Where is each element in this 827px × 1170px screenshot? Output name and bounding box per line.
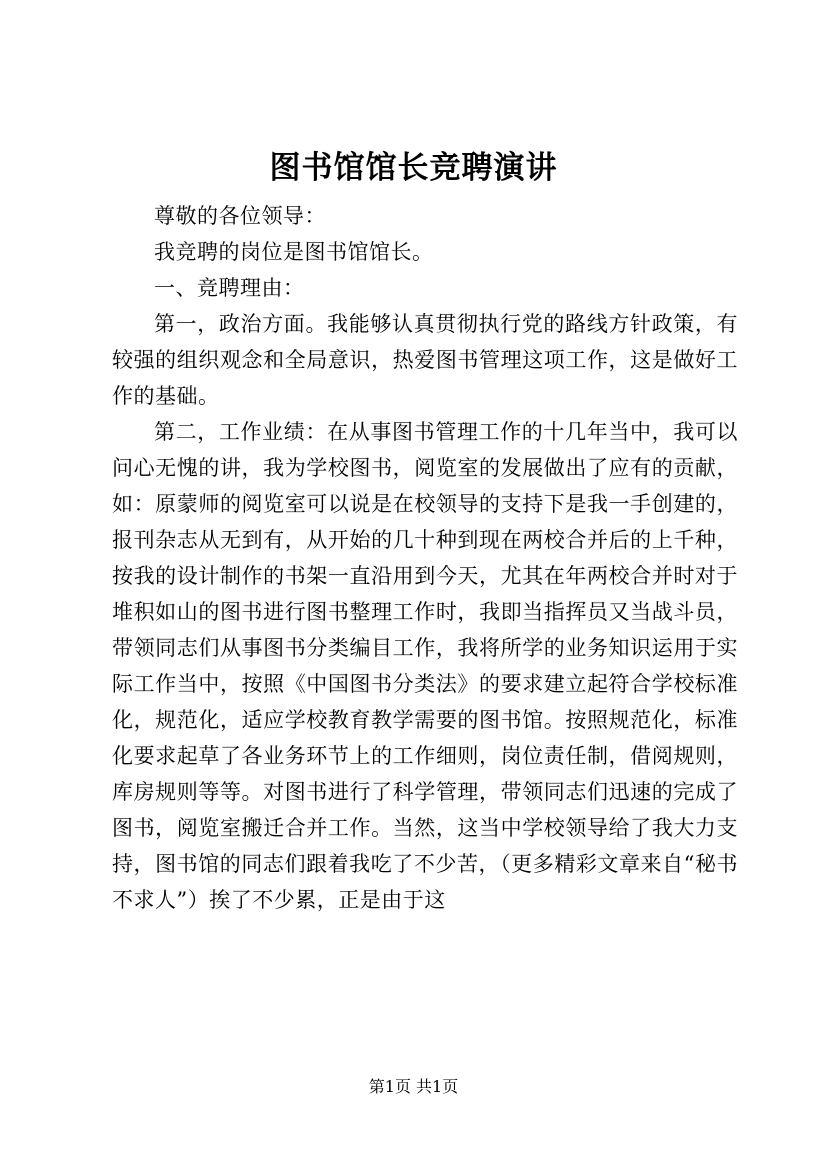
- section-heading: 一、竞聘理由：: [154, 276, 305, 300]
- page-footer: 第1页 共1页: [368, 1077, 459, 1096]
- paragraph-position: 我竞聘的岗位是图书馆馆长。: [154, 240, 434, 264]
- paragraph-salutation: 尊敬的各位领导：: [154, 204, 326, 228]
- paragraph-politics: 第一，政治方面。我能够认真贯彻执行党的路线方针政策，有较强的组织观念和全局意识，热爱图书管理这项工作，这是做好工作的基础。: [112, 312, 738, 408]
- paragraph-achievements: 第二，工作业绩：在从事图书管理工作的十几年当中，我可以问心无愧的讲，我为学校图书，阅览室的发展做出了应有的贡献，如：原蒙师的阅览室可以说是在校领导的支持下是我一手创建的，报刊杂志从无到有，从开始的几十种到现在两校合并后的上千种，按我的设计制作的书架一直沿用到今天，尤其在年两校合并时对于堆积如山的图书进行图书整理工作时，我即当指挥员又当战斗员，带领同志们从事图书分类编目工作，我将所学的业务知识运用于实际工作当中，按照《中国图书分类法》的要求建立起符合学校标准化，规范化，适应学校教育教学需要的图书馆。按照规范化，标准化要求起草了各业务环节上的工作细则，岗位责任制，借阅规则，库房规则等等。对图书进行了科学管理，带领同志们迅速的完成了图书，阅览室搬迁合并工作。当然，这当中学校领导给了我大力支持，图书馆的同志们跟着我吃了不少苦，（更多精彩文章来自“秘书不求人”）挨了不少累，正是由于这: [112, 420, 738, 912]
- document-title: 图书馆馆长竞聘演讲: [269, 150, 558, 186]
- document-body: [112, 198, 738, 918]
